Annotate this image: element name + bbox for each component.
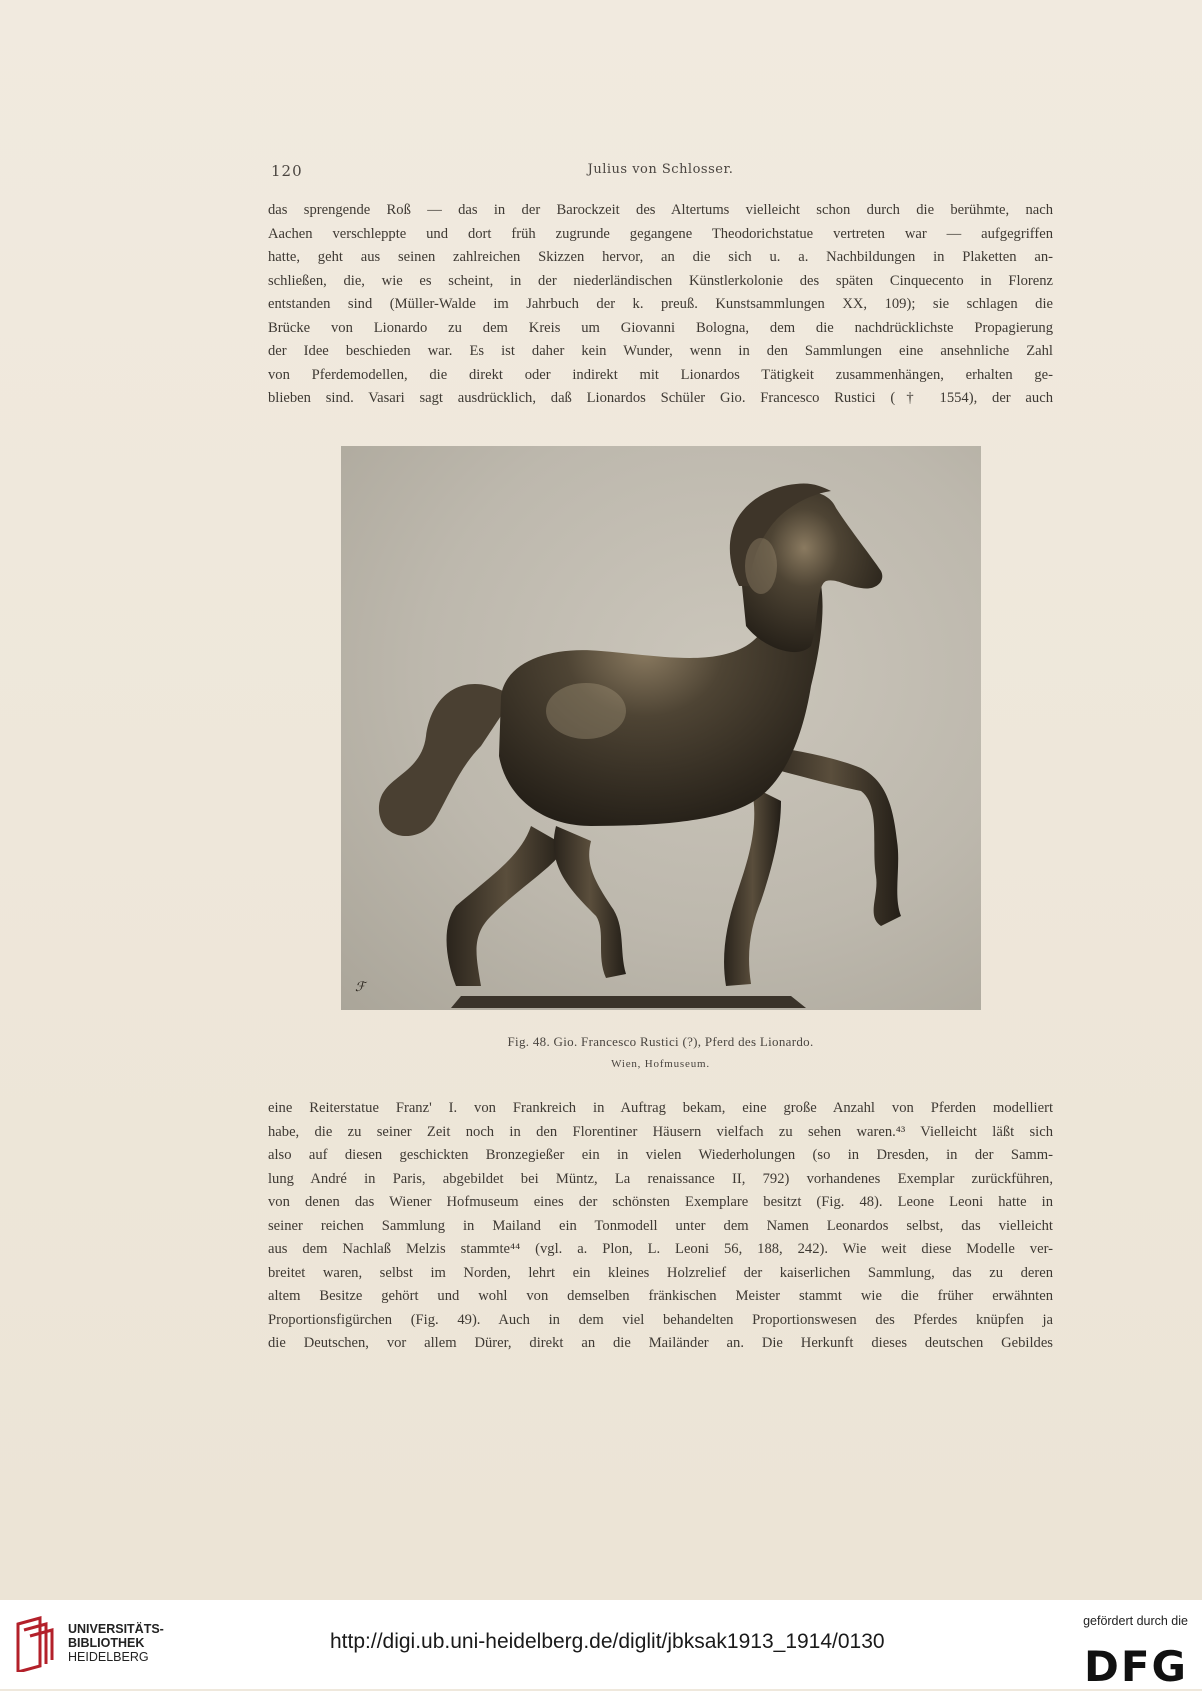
text-line: die Deutschen, vor allem Dürer, direkt an die Mailänder an. Die Herkunft dieses deutschen Gebildes bbox=[268, 1335, 1053, 1351]
horse-figure-image bbox=[341, 446, 981, 1010]
text-line: schließen, die, wie es scheint, in der niederländischen Künstlerkolonie des späten Cinquecento in Florenz bbox=[268, 272, 1053, 289]
figure-caption: Fig. 48. Gio. Francesco Rustici (?), Pferd des Lionardo. bbox=[507, 1034, 814, 1049]
text-line: habe, die zu seiner Zeit noch in den Florentiner Häusern vielfach zu sehen waren.⁴³ Vielleicht läßt sich bbox=[268, 1123, 1053, 1140]
horse-tail bbox=[379, 684, 506, 836]
horse-hind-leg-right bbox=[554, 826, 626, 978]
library-name-line-1: UNIVERSITÄTS- bbox=[68, 1622, 164, 1636]
text-line: eine Reiterstatue Franz' I. von Frankreich in Auftrag bekam, eine große Anzahl von Pferden modelliert bbox=[268, 1100, 1053, 1116]
digitization-footer bbox=[0, 1600, 1202, 1689]
text-line: der Idee beschieden war. Es ist daher kein Wunder, wenn in den Sammlungen eine ansehnliche Zahl bbox=[268, 343, 1053, 359]
text-line: hatte, geht aus seinen zahlreichen Skizzen hervor, an die sich u. a. Nachbildungen in Plaketten an- bbox=[268, 249, 1053, 265]
text-line: Aachen verschleppte und dort früh zugrunde gegangene Theodorichstatue vertreten war — aufgegriffen bbox=[268, 225, 1053, 242]
text-line: also auf diesen geschickten Bronzegießer ein in vielen Wiederholungen (so in Dresden, in der Samm- bbox=[268, 1147, 1053, 1163]
permalink-url[interactable]: http://digi.ub.uni-heidelberg.de/diglit/jbksak1913_1914/0130 bbox=[330, 1630, 885, 1653]
sponsor-text: gefördert durch die bbox=[1083, 1614, 1188, 1628]
text-line: von denen das Wiener Hofmuseum eines der schönsten Exemplare besitzt (Fig. 48). Leone Leoni hatte in bbox=[268, 1194, 1053, 1210]
page-header bbox=[268, 162, 1053, 184]
dfg-logo[interactable]: DFG bbox=[1083, 1642, 1188, 1691]
text-line: blieben sind. Vasari sagt ausdrücklich, daß Lionardos Schüler Gio. Francesco Rustici († 1554), der auch bbox=[268, 390, 1053, 406]
text-line: entstanden sind (Müller-Walde im Jahrbuch der k. preuß. Kunstsammlungen XX, 109); sie schlagen die bbox=[268, 296, 1053, 312]
text-line: Proportionsfigürchen (Fig. 49). Auch in dem viel behandelten Proportionswesen des Pferdes knüpfen ja bbox=[268, 1311, 1053, 1328]
horse-hind-leg-left bbox=[447, 826, 566, 986]
text-line: das sprengende Roß — das in der Barockzeit des Altertums vielleicht schon durch die berühmte, nach bbox=[268, 202, 1053, 218]
page-number: 120 bbox=[271, 162, 303, 180]
library-name[interactable] bbox=[68, 1622, 164, 1664]
body-highlight bbox=[546, 683, 626, 739]
engraver-monogram: ℱ bbox=[355, 980, 366, 995]
statue-base bbox=[451, 996, 806, 1008]
text-line: breitet waren, selbst im Norden, lehrt ein kleines Holzrelief der kaiserlichen Sammlung, das zu deren bbox=[268, 1264, 1053, 1281]
text-line: lung André in Paris, abgebildet bei Müntz, La renaissance II, 792) vorhandenes Exemplar zurückführen, bbox=[268, 1170, 1053, 1187]
neck-highlight bbox=[745, 538, 777, 594]
library-name-line-2: BIBLIOTHEK bbox=[68, 1636, 145, 1650]
library-name-line-3: HEIDELBERG bbox=[68, 1650, 149, 1664]
text-line: altem Besitze gehört und wohl von demselben fränkischen Meister stammt wie die früher erwähnten bbox=[268, 1288, 1053, 1304]
figure-location: Wien, Hofmuseum. bbox=[611, 1058, 710, 1070]
paragraph-2 bbox=[268, 1097, 1053, 1356]
running-head: Julius von Schlosser. bbox=[587, 162, 734, 177]
text-line: von Pferdemodellen, die direkt oder indirekt mit Lionardos Tätigkeit zusammenhängen, erhalten ge- bbox=[268, 366, 1053, 383]
text-line: Brücke von Lionardo zu dem Kreis um Giovanni Bologna, dem die nachdrücklichste Propagierung bbox=[268, 319, 1053, 336]
university-library-logo-icon bbox=[14, 1616, 60, 1672]
bronze-horse-illustration bbox=[341, 446, 981, 1010]
horse-front-leg-standing bbox=[724, 786, 781, 986]
horse-front-leg-raised bbox=[761, 746, 901, 926]
text-line: aus dem Nachlaß Melzis stammte⁴⁴ (vgl. a. Plon, L. Leoni 56, 188, 242). Wie weit diese Modelle ver- bbox=[268, 1241, 1053, 1257]
paragraph-1 bbox=[268, 199, 1053, 411]
text-line: seiner reichen Sammlung in Mailand ein Tonmodell unter dem Namen Leonardos selbst, das vielleicht bbox=[268, 1217, 1053, 1234]
